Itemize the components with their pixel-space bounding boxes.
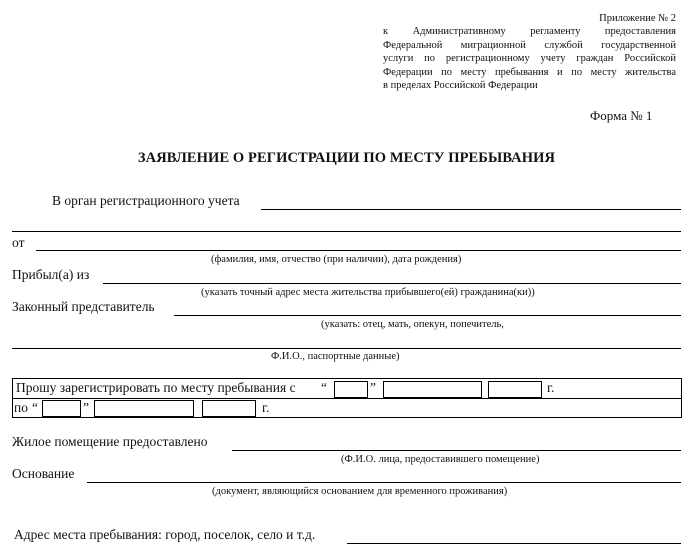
appendix-line: в пределах Российской Федерации bbox=[383, 79, 538, 91]
organ-field-line2[interactable] bbox=[12, 231, 681, 232]
address-label: Адрес места пребывания: город, поселок, село и т.д. bbox=[14, 527, 316, 542]
housing-label: Жилое помещение предоставлено bbox=[12, 434, 208, 449]
arrived-label: Прибыл(а) из bbox=[12, 267, 90, 282]
until-day-box[interactable] bbox=[42, 400, 81, 417]
organ-field[interactable] bbox=[261, 209, 681, 210]
register-label: Прошу зарегистрировать по месту пребывания с bbox=[16, 380, 296, 395]
until-label: по bbox=[14, 400, 28, 415]
from-hint: (фамилия, имя, отчество (при наличии), дата рождения) bbox=[211, 254, 462, 265]
address-field[interactable] bbox=[347, 543, 681, 544]
register-day-box[interactable] bbox=[334, 381, 368, 398]
from-field[interactable] bbox=[36, 250, 681, 251]
appendix-line: Приложение № 2 bbox=[599, 13, 676, 24]
organ-label: В орган регистрационного учета bbox=[52, 193, 240, 208]
appendix-header bbox=[383, 12, 676, 92]
appendix-line: Федеральной миграционной службой государственной bbox=[383, 39, 676, 51]
until-month-box[interactable] bbox=[94, 400, 194, 417]
register-month-box[interactable] bbox=[383, 381, 482, 398]
representative-hint-2: Ф.И.О., паспортные данные) bbox=[271, 351, 400, 362]
representative-label: Законный представитель bbox=[12, 299, 155, 314]
until-year-box[interactable] bbox=[202, 400, 256, 417]
appendix-line: к Административному регламенту предоставления bbox=[383, 26, 676, 38]
until-open-quote: “ bbox=[32, 400, 38, 415]
from-label: от bbox=[12, 235, 25, 250]
representative-field-line2[interactable] bbox=[12, 348, 681, 349]
housing-hint: (Ф.И.О. лица, предоставившего помещение) bbox=[341, 454, 540, 465]
basis-label: Основание bbox=[12, 466, 75, 481]
basis-hint: (документ, являющийся основанием для временного проживания) bbox=[212, 486, 508, 497]
register-close-quote: ” bbox=[370, 380, 376, 395]
until-year-suffix: г. bbox=[262, 400, 270, 415]
register-year-box[interactable] bbox=[488, 381, 542, 398]
appendix-line: услуги по регистрационному учету граждан Российской bbox=[383, 53, 676, 65]
form-number: Форма № 1 bbox=[590, 108, 653, 123]
arrived-hint: (указать точный адрес места жительства прибывшего(ей) гражданина(ки)) bbox=[201, 287, 535, 298]
representative-field[interactable] bbox=[174, 315, 681, 316]
register-open-quote: “ bbox=[321, 380, 327, 395]
register-year-suffix: г. bbox=[547, 380, 555, 395]
dates-table-divider bbox=[12, 398, 682, 399]
document-title: ЗАЯВЛЕНИЕ О РЕГИСТРАЦИИ ПО МЕСТУ ПРЕБЫВАНИЯ bbox=[137, 150, 556, 166]
housing-field[interactable] bbox=[232, 450, 681, 451]
basis-field[interactable] bbox=[87, 482, 681, 483]
representative-hint: (указать: отец, мать, опекун, попечитель, bbox=[321, 319, 504, 330]
until-close-quote: ” bbox=[83, 400, 89, 415]
arrived-field[interactable] bbox=[103, 283, 681, 284]
appendix-line: Федерации по месту пребывания и по месту жительства bbox=[383, 66, 676, 78]
